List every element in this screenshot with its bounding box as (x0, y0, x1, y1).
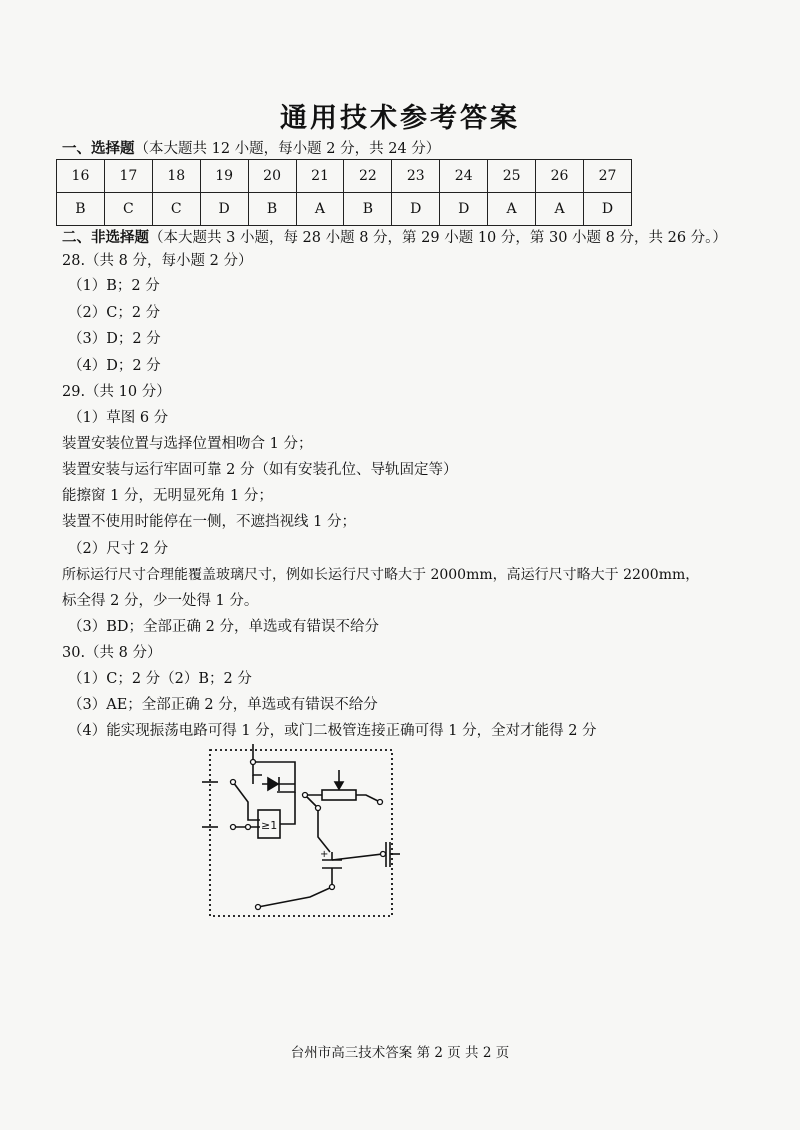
question-number: 21 (296, 160, 344, 193)
answer-cell: D (583, 193, 631, 226)
question-number: 17 (104, 160, 152, 193)
question-number: 16 (57, 160, 105, 193)
question-number: 25 (488, 160, 536, 193)
answer-cell: A (296, 193, 344, 226)
capacitor-polarity-label: + (320, 849, 329, 860)
section2-heading: 二、非选择题 (62, 230, 149, 246)
dotted-frame (210, 750, 392, 916)
section1-note: （本大题共 12 小题，每小题 2 分，共 24 分） (134, 141, 441, 157)
q30-part-1-2: （1）C；2 分（2）B；2 分 (68, 671, 252, 687)
q29-part-2: （2）尺寸 2 分 (68, 541, 169, 557)
question-number: 20 (248, 160, 296, 193)
page-title: 通用技术参考答案 (280, 103, 520, 134)
q29-criterion: 装置安装与运行牢固可靠 2 分（如有安装孔位、导轨固定等） (62, 462, 458, 478)
right-component-icon (386, 842, 400, 867)
q28-answer-1: （1）B；2 分 (68, 278, 160, 294)
question-number: 18 (152, 160, 200, 193)
q28-answer-4: （4）D；2 分 (68, 358, 161, 374)
question-number: 26 (536, 160, 584, 193)
q29-criterion: 能擦窗 1 分，无明显死角 1 分； (62, 488, 273, 504)
answer-cell: C (152, 193, 200, 226)
oscillator-circuit-diagram (200, 742, 400, 922)
diode-icon (262, 777, 295, 791)
answer-cell: D (392, 193, 440, 226)
q28-answer-3: （3）D；2 分 (68, 331, 161, 347)
answer-cell: B (248, 193, 296, 226)
q30-part-4: （4）能实现振荡电路可得 1 分，或门二极管连接正确可得 1 分，全对才能得 2 分 (68, 723, 597, 739)
q29-part-3: （3）BD；全部正确 2 分，单选或有错误不给分 (68, 619, 379, 635)
answer-cell: D (200, 193, 248, 226)
q29-heading: 29.（共 10 分） (62, 384, 171, 400)
answer-table (56, 159, 632, 226)
answer-row (57, 193, 632, 226)
answer-cell: D (440, 193, 488, 226)
question-number: 19 (200, 160, 248, 193)
answer-cell: C (104, 193, 152, 226)
page-footer: 台州市高三技术答案 第 2 页 共 2 页 (290, 1045, 510, 1061)
question-number: 22 (344, 160, 392, 193)
question-number: 24 (440, 160, 488, 193)
q29-criterion: 装置不使用时能停在一侧，不遮挡视线 1 分； (62, 514, 356, 530)
q28-heading: 28.（共 8 分，每小题 2 分） (62, 253, 253, 269)
q29-part-1: （1）草图 6 分 (68, 410, 169, 426)
section1-heading-line (62, 137, 440, 158)
section2-note: （本大题共 3 小题，每 28 小题 8 分，第 29 小题 10 分，第 30 小题 8 分，共 26 分。） (149, 230, 727, 246)
question-number: 27 (583, 160, 631, 193)
q28-answer-2: （2）C；2 分 (68, 305, 161, 321)
answer-cell: A (536, 193, 584, 226)
q30-heading: 30.（共 8 分） (62, 645, 162, 661)
gate-label: ≥1 (261, 819, 278, 832)
q30-part-3: （3）AE；全部正确 2 分，单选或有错误不给分 (68, 697, 378, 713)
q29-part-2-detail: 标全得 2 分，少一处得 1 分。 (62, 593, 259, 609)
q29-part-2-detail: 所标运行尺寸合理能覆盖玻璃尺寸，例如长运行尺寸略大于 2000mm，高运行尺寸略大于 2200mm， (62, 567, 700, 583)
answer-cell: A (488, 193, 536, 226)
section1-heading: 一、选择题 (62, 141, 135, 157)
question-number: 23 (392, 160, 440, 193)
answer-cell: B (57, 193, 105, 226)
q29-criterion: 装置安装位置与选择位置相吻合 1 分； (62, 436, 313, 452)
answer-cell: B (344, 193, 392, 226)
potentiometer-icon (305, 770, 380, 802)
question-number-row (57, 160, 632, 193)
section2-heading-line (62, 226, 727, 247)
